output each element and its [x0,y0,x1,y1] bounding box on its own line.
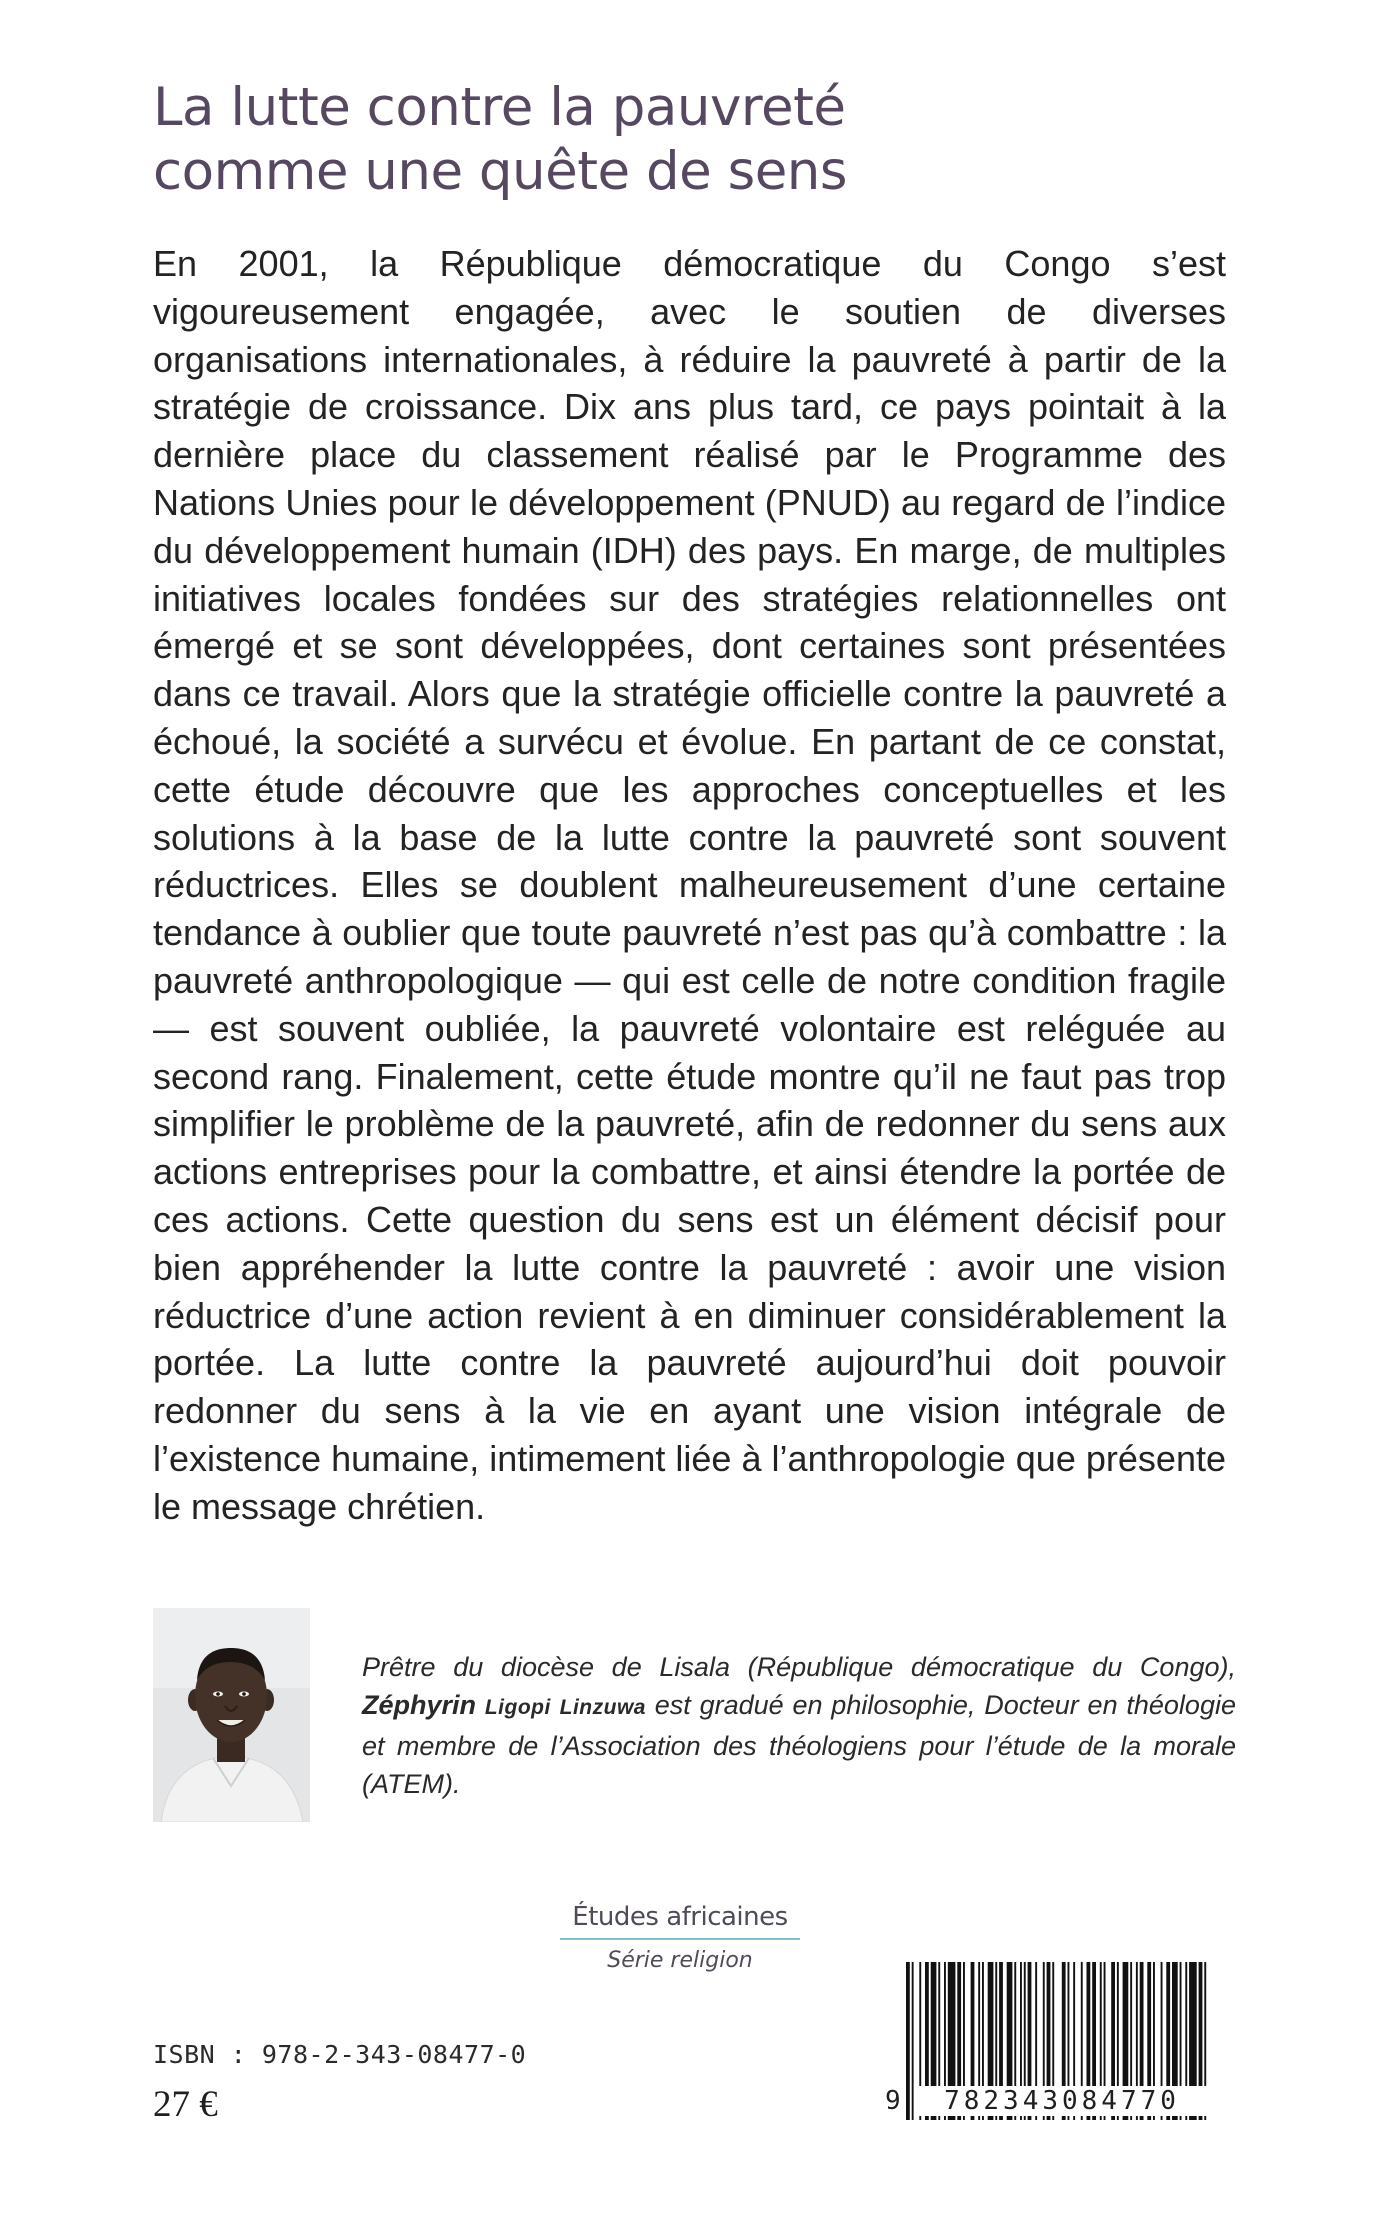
book-title-line-1: La lutte contre la pauvreté [153,77,846,138]
author-first-name: Zéphyrin [362,1690,477,1720]
book-title [153,76,1253,204]
book-summary: En 2001, la République démocratique du Congo s’est vigoureusement engagée, avec le soutien de diverses organisations internationales, à réduire la pauvreté à partir de la stratégie de croissance. Dix ans plus tard, ce pays pointait à la dernière place du classement réalisé par le Programme des Nations Unies pour le développement (PNUD) au regard de l’indice du développement humain (IDH) des pays. En marge, de multiples initiatives locales fondées sur des stratégies relationnelles ont émergé et se sont développées, dont certaines sont présentées dans ce travail. Alors que la stratégie officielle contre la pauvreté a échoué, la société a survécu et évolue. En partant de ce constat, cette étude découvre que les approches conceptuelles et les solutions à la base de la lutte contre la pauvreté sont souvent réductrices. Elles se doublent malheureusement d’une certaine tendance à oublier que toute pauvreté n’est pas qu’à combattre : la pauvreté anthropologique — qui est celle de notre condition fragile — est souvent oubliée, la pauvreté volontaire est reléguée au second rang. Finalement, cette étude montre qu’il ne faut pas trop simplifier le problème de la pauvreté, afin de redonner du sens aux actions entreprises pour la combattre, et ainsi étendre la portée de ces actions. Cette question du sens est un élément décisif pour bien appréhender la lutte contre la pauvreté : avoir une vision réductrice d’une action revient à en diminuer considérablement la portée. La lutte contre la pauvreté aujourd’hui doit pouvoir redonner du sens à la vie en ayant une vision intégrale de l’existence humaine, intimement liée à l’anthropologie que présente le message chrétien. [153,243,1226,1527]
author-last-name-2: Linzuwa [559,1696,646,1719]
barcode-bar [906,1962,910,2120]
series-name: Études africaines [560,1902,800,1940]
author-last-name-1: Ligopi [484,1696,551,1719]
author-bio-rest: est gradué en philosophie, Docteur en théologie et membre de l’Association des théologiens pour l’étude de la morale (ATEM). [362,1690,1236,1799]
author-photo [153,1608,310,1822]
book-title-line-2: comme une quête de sens [153,141,848,202]
barcode-first-digit: 9 [885,2086,904,2116]
author-portrait-image [153,1608,310,1822]
series-subseries: Série religion [607,1948,753,1973]
author-bio-intro: Prêtre du diocèse de Lisala (République démocratique du Congo), [362,1652,1236,1682]
isbn: ISBN : 978-2-343-08477-0 [153,2040,527,2069]
series-block [560,1902,800,1973]
author-name [362,1690,646,1720]
barcode-bar [912,1962,914,2120]
author-bio [362,1648,1236,1803]
barcode-digits: 782343084770 [917,2086,1207,2116]
price: 27 € [153,2084,218,2125]
